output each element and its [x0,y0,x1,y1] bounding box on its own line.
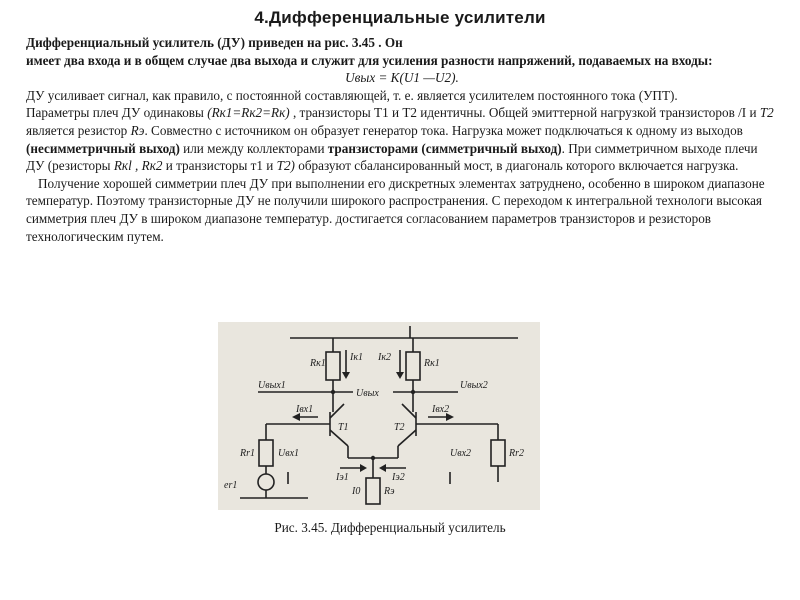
label-t2: T2 [394,422,405,433]
label-uvx1: Uвх1 [278,448,300,459]
label-re: Rэ [384,486,395,497]
circuit-schematic [218,322,540,510]
figure-caption: Рис. 3.45. Дифференциальный усилитель [274,520,506,535]
label-rk2: Rк1 [424,358,440,369]
label-ivx2: Iвх2 [432,404,450,415]
intro-line-1: Дифференциальный усилитель (ДУ) приведен на рис. 3.45 . Он [26,35,403,50]
label-ik2: Iк2 [378,352,392,363]
document-body [26,34,778,245]
label-uvyx1: Uвых1 [258,380,286,391]
formula: Uвых = K(U1 —U2). [345,70,459,86]
intro-line-2: имеет два входа и в общем случае два выхода и служит для усиления разности напряжений, подаваемых на входы: [26,52,713,68]
label-t1: T1 [338,422,349,433]
paragraph-symmetry: Получение хорошей симметрии плеч ДУ при выполнении его дискретных элементах затруднено, особенно в широком диапазоне температур. Поэтому транзисторные ДУ не получили широкого распространения. С переходом к интегральной технологи высокая симметрия плеч ДУ в широком диапазоне температур. достигается согласованием параметров транзисторов и резисторов технологическим путем. [26,175,765,244]
label-ie1: Iэ1 [336,472,349,483]
label-i0: I0 [352,486,361,497]
label-rk1: Rк1 [310,358,326,369]
circuit-diagram [218,322,540,510]
paragraph-parameters: Параметры плеч ДУ одинаковы (Rк1=Rк2=Rк) , транзисторы T1 и T2 идентичны. Общей эмиттерной нагрузкой транзисторов /I и T2 является резистор Rэ. Совместно с источником он образует генератор тока. Нагрузка может подключаться к одному из выходов (несимметричный выход) или между коллекторами транзисторами (симметричный выход). При симметричном выходе плечи ДУ (резисторы Rкl , Rк2 и транзисторы т1 и T2) образуют сбалансированный мост, в диагональ которого включается нагрузка. [26,105,774,174]
label-ivx1: Iвх1 [296,404,314,415]
page-title: 4.Дифференциальные усилители [254,8,546,27]
label-rr1: Rr1 [240,448,255,459]
paragraph-upt: ДУ усиливает сигнал, как правило, с постоянной составляющей, т. е. является усилителем постоянного тока (УПТ). [26,87,678,103]
label-uvyx2: Uвых2 [460,380,488,391]
label-ik1: Iк1 [350,352,364,363]
label-ie2: Iэ2 [392,472,405,483]
label-uvx2: Uвх2 [450,448,472,459]
label-rr2: Rr2 [509,448,524,459]
label-uvyx: Uвых [356,388,379,399]
label-er1: er1 [224,480,238,491]
